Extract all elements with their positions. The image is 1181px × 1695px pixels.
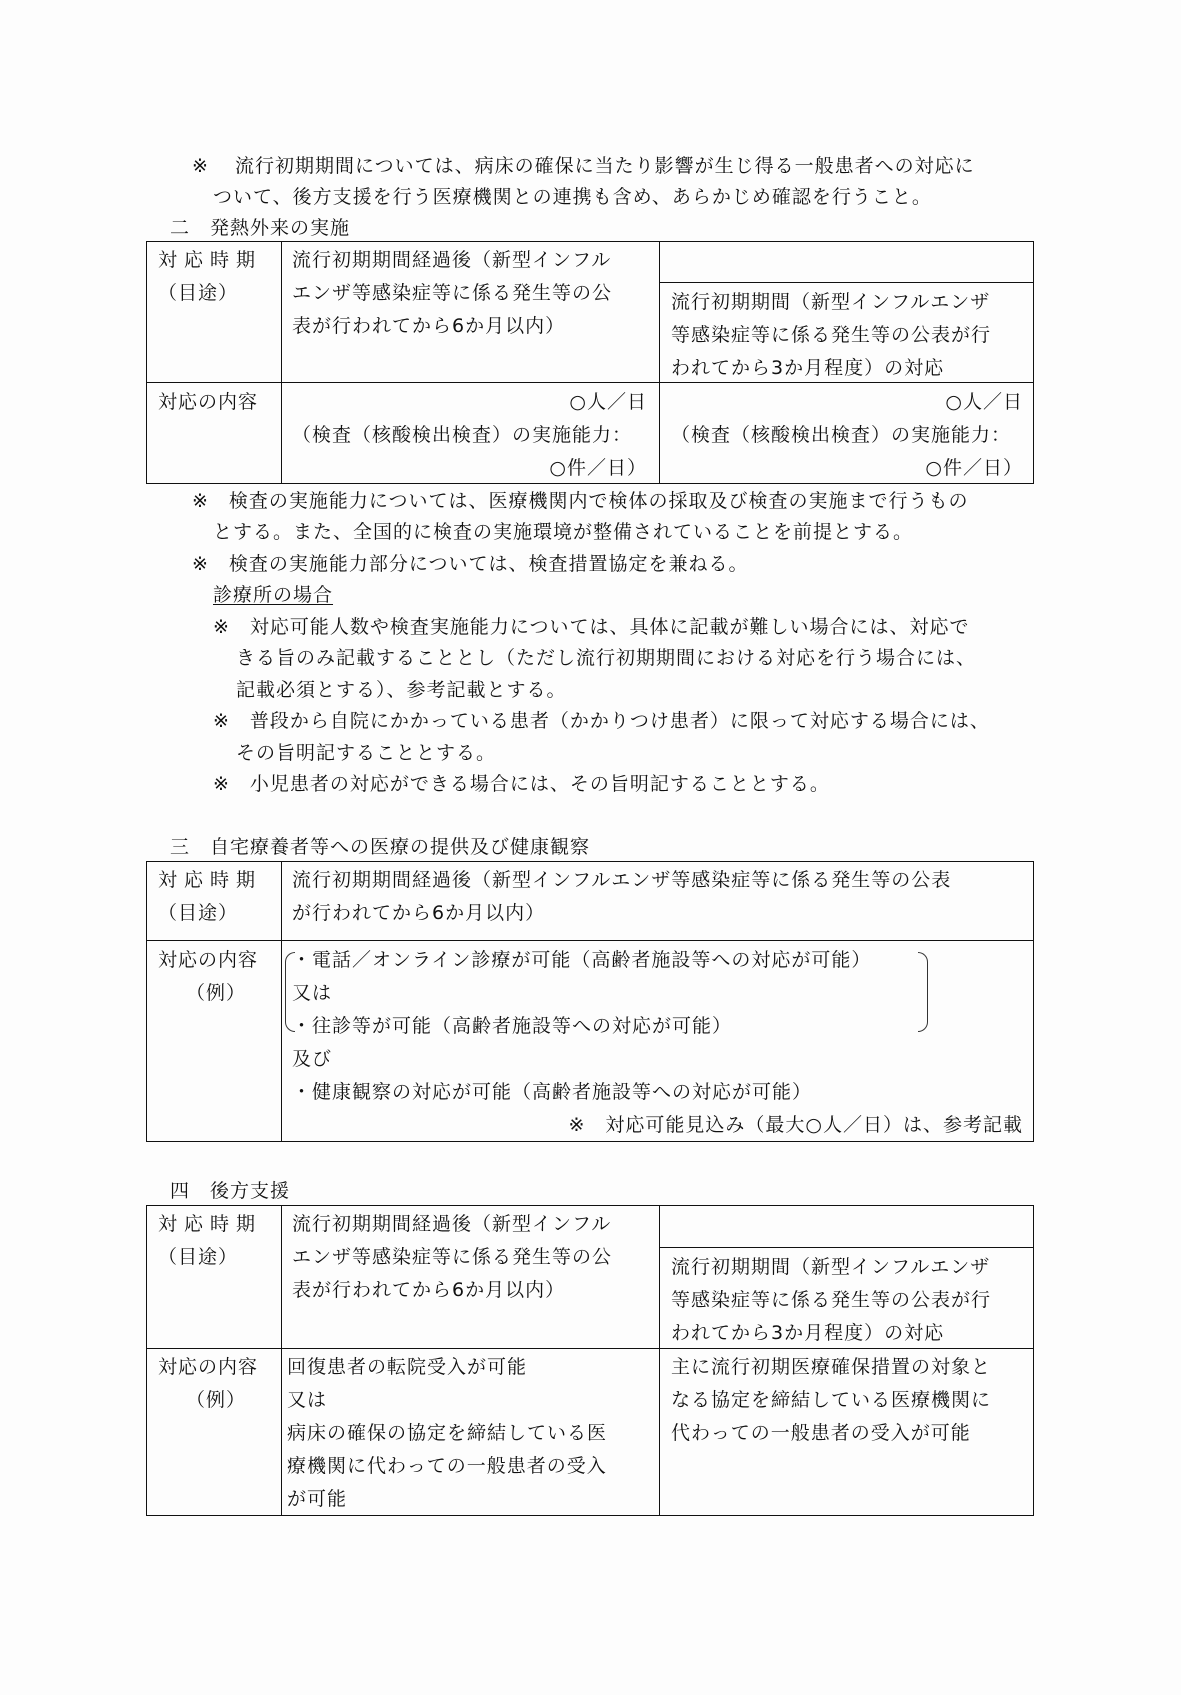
s2-col2-test-label: （検査（核酸検出検査）の実施能力：	[671, 424, 1012, 446]
s3-period-line2: が行われてから6か月以内）	[292, 902, 546, 924]
clinic-note1-line2: きる旨のみ記載することとし（ただし流行初期期間における対応を行う場合には、	[236, 647, 977, 669]
s2-note2: ※ 検査の実施能力部分については、検査措置協定を兼ねる。	[192, 553, 749, 575]
clinic-heading: 診療所の場合	[213, 584, 334, 606]
section3-heading: 三 自宅療養者等への医療の提供及び健康観察	[170, 836, 591, 858]
s4-col1-line3: 表が行われてから6か月以内）	[292, 1279, 566, 1301]
s4-col1-line2: エンザ等感染症等に係る発生等の公	[292, 1246, 613, 1268]
s2-col1-test-label: （検査（核酸検出検査）の実施能力：	[292, 424, 633, 446]
intro-note-line2: ついて、後方支援を行う医療機関との連携も含め、あらかじめ確認を行うこと。	[213, 186, 932, 208]
s2-period-label: 対応時期	[158, 249, 263, 271]
s3-content-sublabel: （例）	[186, 982, 247, 1004]
s2-col1-test-count: ○件／日）	[549, 457, 647, 479]
right-bracket-icon	[918, 952, 928, 1032]
s3-period-label: 対応時期	[158, 869, 263, 891]
clinic-note1-line1: ※ 対応可能人数や検査実施能力については、具体に記載が難しい場合には、対応で	[213, 616, 970, 638]
clinic-note2-line1: ※ 普段から自院にかかっている患者（かかりつけ患者）に限って対応する場合には、	[213, 710, 990, 732]
section2-heading: 二 発熱外来の実施	[170, 217, 351, 239]
s3-option-healthobs: ・健康観察の対応が可能（高齢者施設等への対応が可能）	[292, 1081, 813, 1103]
s4-col2-line2: 等感染症等に係る発生等の公表が行	[671, 1289, 992, 1311]
s4-col1-content-5: が可能	[287, 1488, 348, 1510]
section4-heading: 四 後方支援	[170, 1180, 291, 1202]
s4-col2-content-1: 主に流行初期医療確保措置の対象と	[671, 1356, 992, 1378]
s2-col1-line3: 表が行われてから6か月以内）	[292, 315, 566, 337]
intro-note-line1: 流行初期期間については、病床の確保に当たり影響が生じ得る一般患者への対応に	[235, 155, 975, 177]
s4-col1-content-2: 又は	[287, 1389, 328, 1411]
intro-note-mark: ※	[192, 155, 209, 177]
s3-and: 及び	[292, 1048, 333, 1070]
s2-col1-capacity: ○人／日	[569, 391, 647, 413]
s4-col2-content-3: 代わっての一般患者の受入が可能	[671, 1422, 971, 1444]
s4-col1-content-3: 病床の確保の協定を締結している医	[287, 1422, 608, 1444]
s2-period-sublabel: （目途）	[158, 282, 239, 304]
s3-content-label: 対応の内容	[158, 949, 259, 971]
s2-col2-line3: われてから3か月程度）の対応	[671, 357, 945, 379]
s4-col2-line3: われてから3か月程度）の対応	[671, 1322, 945, 1344]
s3-option-homevisit: ・往診等が可能（高齢者施設等への対応が可能）	[292, 1015, 733, 1037]
clinic-note3: ※ 小児患者の対応ができる場合には、その旨明記することとする。	[213, 773, 830, 795]
s4-period-sublabel: （目途）	[158, 1246, 239, 1268]
s4-col2-content-2: なる協定を締結している医療機関に	[671, 1389, 992, 1411]
s2-note1-line2: とする。また、全国的に検査の実施環境が整備されていることを前提とする。	[213, 521, 914, 543]
clinic-note1-line3: 記載必須とする）、参考記載とする。	[236, 679, 567, 701]
s4-content-sublabel: （例）	[186, 1389, 247, 1411]
s4-content-label: 対応の内容	[158, 1356, 259, 1378]
s4-col1-line1: 流行初期期間経過後（新型インフル	[292, 1213, 612, 1235]
s3-note: ※ 対応可能見込み（最大○人／日）は、参考記載	[568, 1114, 1023, 1136]
s3-or: 又は	[292, 982, 333, 1004]
s2-col2-test-count: ○件／日）	[925, 457, 1023, 479]
s4-period-label: 対応時期	[158, 1213, 263, 1235]
s2-note1-line1: ※ 検査の実施能力については、医療機関内で検体の採取及び検査の実施まで行うもの	[192, 490, 969, 512]
s4-col1-content-1: 回復患者の転院受入が可能	[287, 1356, 528, 1378]
s2-content-label: 対応の内容	[158, 391, 259, 413]
s3-period-sublabel: （目途）	[158, 902, 239, 924]
s2-col2-line1: 流行初期期間（新型インフルエンザ	[671, 291, 991, 313]
s4-col1-content-4: 療機関に代わっての一般患者の受入	[287, 1455, 607, 1477]
s4-col2-line1: 流行初期期間（新型インフルエンザ	[671, 1256, 991, 1278]
s2-col1-line1: 流行初期期間経過後（新型インフル	[292, 249, 612, 271]
s3-option-online: ・電話／オンライン診療が可能（高齢者施設等への対応が可能）	[292, 949, 872, 971]
s2-col2-capacity: ○人／日	[945, 391, 1023, 413]
s2-col2-line2: 等感染症等に係る発生等の公表が行	[671, 324, 992, 346]
clinic-note2-line2: その旨明記することとする。	[236, 742, 497, 764]
s3-period-line1: 流行初期期間経過後（新型インフルエンザ等感染症等に係る発生等の公表	[292, 869, 952, 891]
s2-col1-line2: エンザ等感染症等に係る発生等の公	[292, 282, 613, 304]
